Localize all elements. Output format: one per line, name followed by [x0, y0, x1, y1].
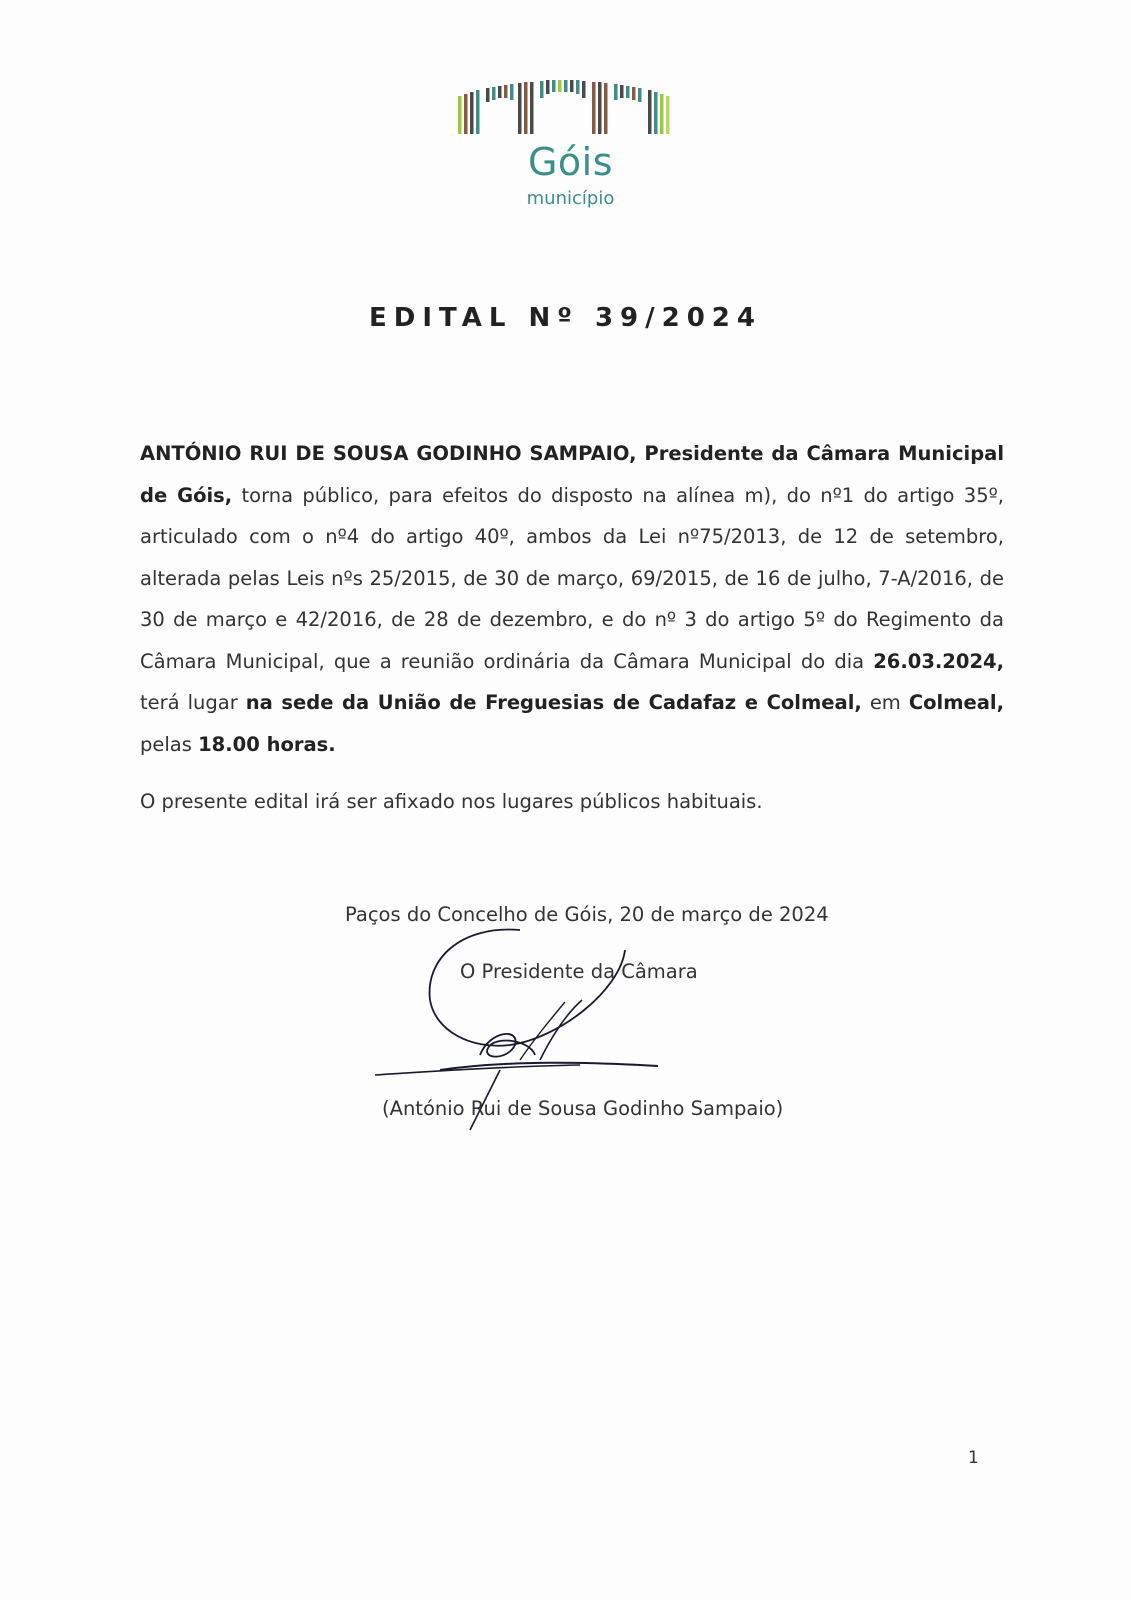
logo-bar [546, 80, 550, 94]
body-text-3: em [861, 691, 909, 714]
president-title: Presidente da Câmara Municipal de Góis, [140, 442, 1004, 507]
logo-bar [592, 82, 596, 134]
signer-role: O Presidente da Câmara [460, 960, 698, 983]
logo-bar [598, 82, 602, 134]
body-text-1: torna público, para efeitos do disposto na alínea m), do nº1 do artigo 35º, articulado com o nº4 do artigo 40º, ambos da Lei nº75/2013, de 12 de setembro, alterada pelas Leis nºs 25/2015, de 30 de março, 69/2015, de 16 de julho, 7-A/2016, de 30 de março e 42/2016, de 28 de dezembro, e do nº 3 do artigo 5º do Regimento da Câmara Municipal, que a reunião ordinária da Câmara Municipal do dia [140, 483, 1004, 673]
logo-bar [524, 82, 528, 134]
logo-bar [666, 96, 670, 134]
logo-bar [510, 84, 514, 100]
logo-bar [558, 80, 562, 92]
logo-bar [620, 85, 624, 98]
signer-name: (António Rui de Sousa Godinho Sampaio) [382, 1097, 784, 1120]
logo-bar [552, 80, 556, 92]
logo-bar [648, 90, 652, 134]
logo-bar [530, 82, 534, 134]
logo-bar [518, 83, 522, 134]
logo-bar [626, 86, 630, 98]
president-name: ANTÓNIO RUI DE SOUSA GODINHO SAMPAIO, [140, 442, 637, 465]
logo-bar [654, 92, 658, 134]
logo-name: Góis [527, 140, 614, 184]
logo-bar [540, 81, 544, 98]
body-text-2: terá lugar [140, 691, 246, 714]
logo-bar [614, 84, 618, 100]
logo-subtitle: município [526, 188, 615, 209]
logo-bar [576, 80, 580, 94]
page-number: 1 [968, 1448, 979, 1468]
bridge-arches-logo-icon [456, 78, 686, 138]
municipality-logo [448, 74, 693, 224]
meeting-location: na sede da União de Freguesias de Cadafaz e Colmeal, [245, 691, 862, 714]
logo-bar [604, 83, 608, 134]
document-body [140, 433, 1004, 765]
logo-bar [492, 87, 496, 100]
meeting-town: Colmeal, [908, 691, 1005, 714]
logo-bar [564, 80, 568, 92]
logo-bar [498, 86, 502, 98]
logo-bar [476, 90, 480, 134]
place-and-date: Paços do Concelho de Góis, 20 de março de 2024 [345, 903, 829, 926]
document-title: EDITAL Nº 39/2024 [369, 303, 762, 333]
meeting-time: 18.00 horas. [198, 732, 336, 756]
notice-paragraph: O presente edital irá ser afixado nos lugares públicos habituais. [140, 790, 763, 813]
logo-bar [660, 94, 664, 134]
logo-bar [582, 81, 586, 98]
meeting-date: 26.03.2024, [873, 649, 1004, 673]
logo-bar [486, 88, 490, 102]
logo-bar [638, 88, 642, 102]
logo-bar [458, 96, 462, 134]
logo-bar [632, 87, 636, 100]
body-text-4: pelas [140, 732, 199, 756]
logo-bar [464, 94, 468, 134]
logo-bar [570, 80, 574, 92]
logo-bar [504, 85, 508, 98]
logo-bar [470, 92, 474, 134]
